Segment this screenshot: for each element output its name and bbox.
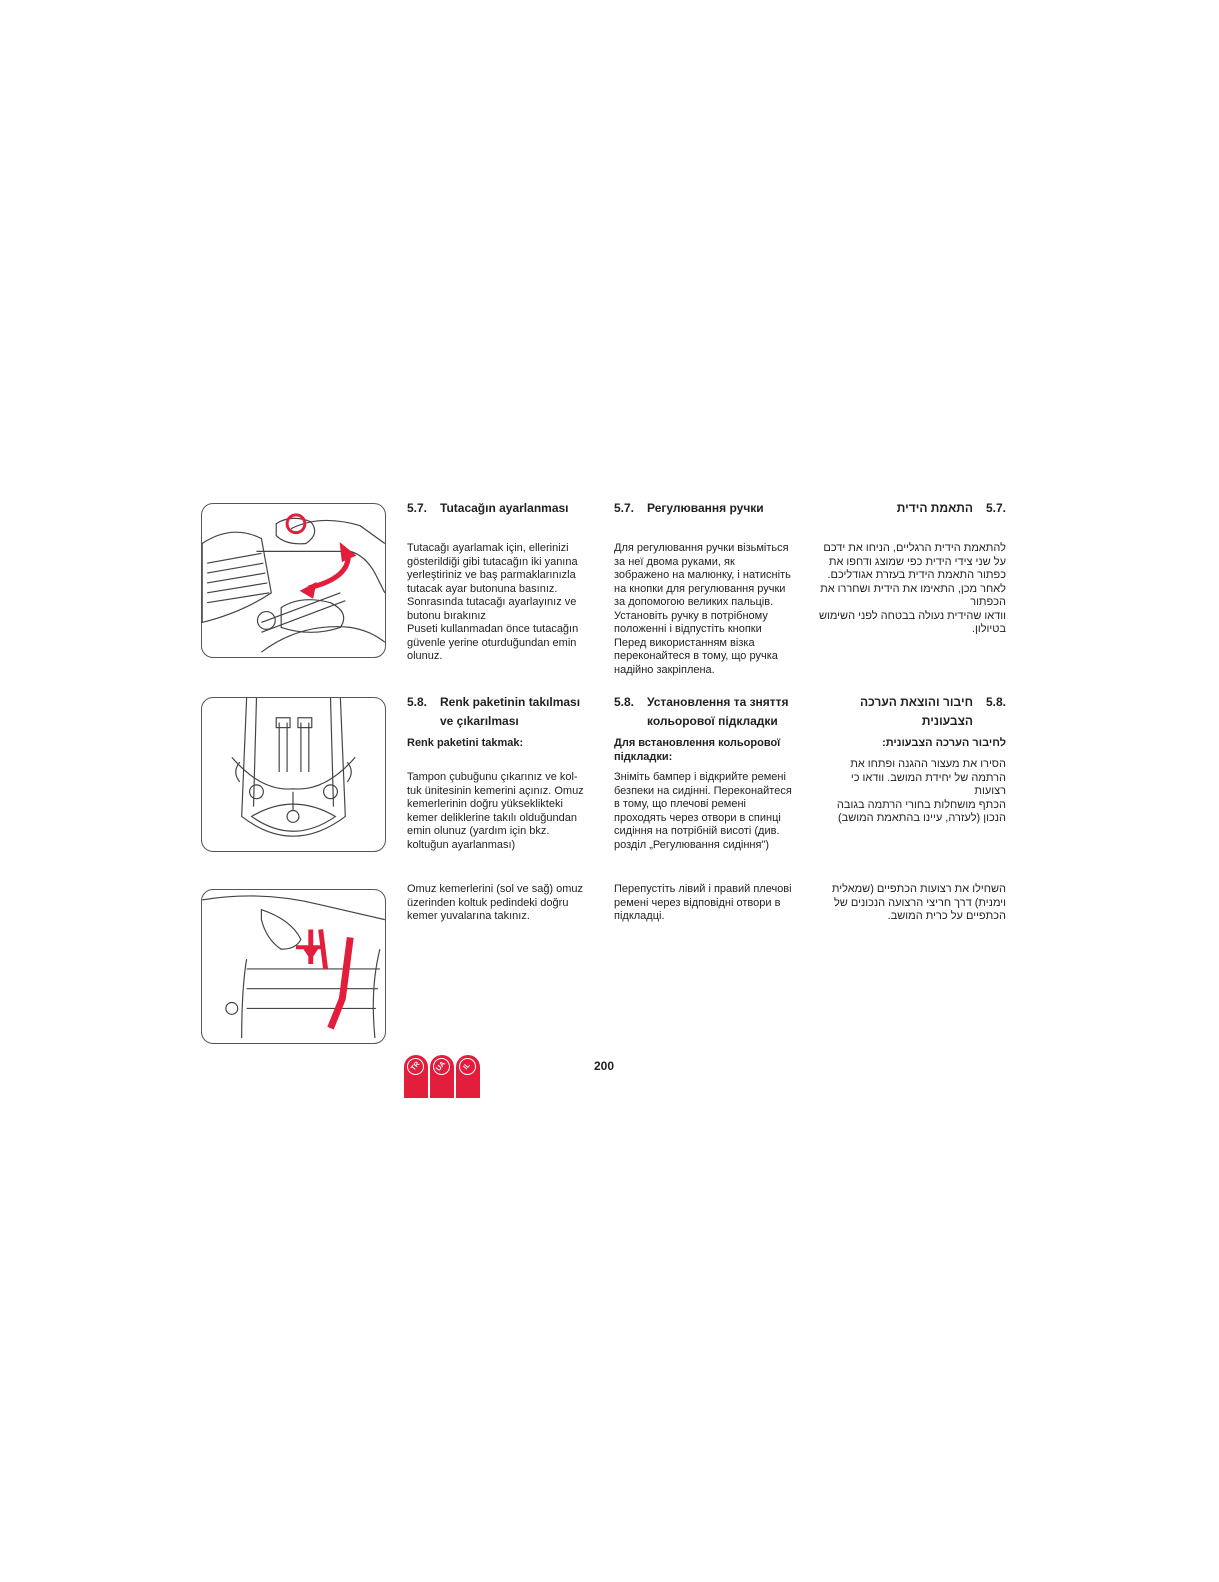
section-number: 5.7. — [614, 501, 635, 515]
language-tab-tr — [404, 1055, 428, 1098]
section-number: .5.7 — [985, 501, 1006, 515]
section-5-8-heading-tr — [407, 693, 592, 731]
section-5-8-heading-ua — [614, 693, 804, 731]
subheading-il: לחיבור הערכה הצבעונית: — [882, 737, 1006, 749]
paragraph-handle-tr: Tutacağı ayarlamak için, ellerinizi gösterildiği gibi tutacağın iki yanına yerleştiriniz ve baş parmaklarınızla tutacak ayar butonuna basınız. Sonrasında tutacağı ayarlayınız ve butonu bırakınız Puseti kullanmadan önce tutacağın güvenle yerine oturduğundan emin olunuz. — [407, 542, 579, 662]
section-5-8-heading-il — [818, 693, 1006, 731]
section-number: .5.8 — [985, 695, 1006, 709]
section-number: 5.7. — [407, 501, 428, 515]
language-badge: UA — [433, 1058, 450, 1075]
shoulder-strap-illustration — [201, 889, 386, 1044]
section-5-7-heading-ua — [614, 499, 804, 518]
paragraph-handle-il: להתאמת הידית הרגליים, הניחו את ידכם על שני צידי הידית כפי שמוצג ודחפו את כפתור התאמת הידית בעזרת אגודליכם. לאחר מכן, התאימו את הידית ושחררו את הכפתור וודאו שהידית נעולה בבטחה לפני השימוש בטיולון. — [818, 542, 1006, 635]
section-5-7-heading-il — [818, 499, 1006, 518]
paragraph-color-pack-il: הסירו את מעצור ההגנה ופתחו את הרתמה של יחידת המושב. וודאו כי רצועות הכתף מושחלות בחורי הרתמה בגובה הנכון (לעזרה, עיינו בהתאמת המושב) — [836, 758, 1006, 824]
language-tab-ua — [430, 1055, 454, 1098]
language-badge: IL — [459, 1058, 476, 1075]
subheading-ua: Для встановлення кольорової підкладки: — [614, 737, 781, 763]
paragraph-color-pack-tr: Tampon çubuğunu çıkarınız ve kol- tuk ünitesinin kemerini açınız. Omuz kemerlerinin doğru yükseklikteki kemer deliklerine takılı olduğundan emin olunuz (yardım için bkz. koltuğun ayarlanması) — [407, 771, 584, 851]
section-title: Регулювання ручки — [647, 501, 764, 515]
paragraph-shoulder-straps-tr: Omuz kemerlerini (sol ve sağ) omuz üzerinden koltuk pedindeki doğru kemer yuvalarına takınız. — [407, 883, 584, 922]
subheading-tr: Renk paketini takmak: — [407, 737, 524, 749]
seat-unit-illustration — [201, 697, 386, 852]
section-title: התאמת הידית — [896, 501, 973, 515]
page-number: 200 — [594, 1059, 615, 1073]
section-title: Tutacağın ayarlanması — [440, 501, 569, 515]
section-number: 5.8. — [407, 695, 428, 709]
section-title: Установлення та зняття кольорової підкладки — [647, 695, 789, 728]
section-5-7-heading-tr — [407, 499, 592, 518]
paragraph-shoulder-straps-il: השחילו את רצועות הכתפיים (שמאלית וימנית) דרך חריצי הרצועה הנכונים של הכתפיים על כרית המושב. — [831, 883, 1006, 922]
section-title: Renk paketinin takılması ve çıkarılması — [440, 695, 581, 728]
paragraph-color-pack-ua: Зніміть бампер і відкрийте ремені безпеки на сидінні. Переконайтеся в тому, що плечові ремені проходять через отвори в спинці сидіння на потрібній висоті (див. розділ „Регулювання сидіння") — [614, 771, 792, 851]
paragraph-shoulder-straps-ua: Перепустіть лівий і правий плечові ремені через відповідні отвори в підкладці. — [614, 883, 792, 922]
handle-adjust-illustration — [201, 503, 386, 658]
paragraph-handle-ua: Для регулювання ручки візьміться за неї двома руками, як зображено на малюнку, і натисніть на кнопки для регулювання ручки за допомогою великих пальців. Установіть ручку в потрібному положенні і відпустіть кнопки Перед використанням візка переконайтеся в тому, що ручка надійно закріплена. — [614, 542, 791, 676]
section-title: חיבור והוצאת הערכה הצבעונית — [860, 695, 973, 728]
section-number: 5.8. — [614, 695, 635, 709]
language-badge: TR — [407, 1058, 424, 1075]
language-tab-il — [456, 1055, 480, 1098]
